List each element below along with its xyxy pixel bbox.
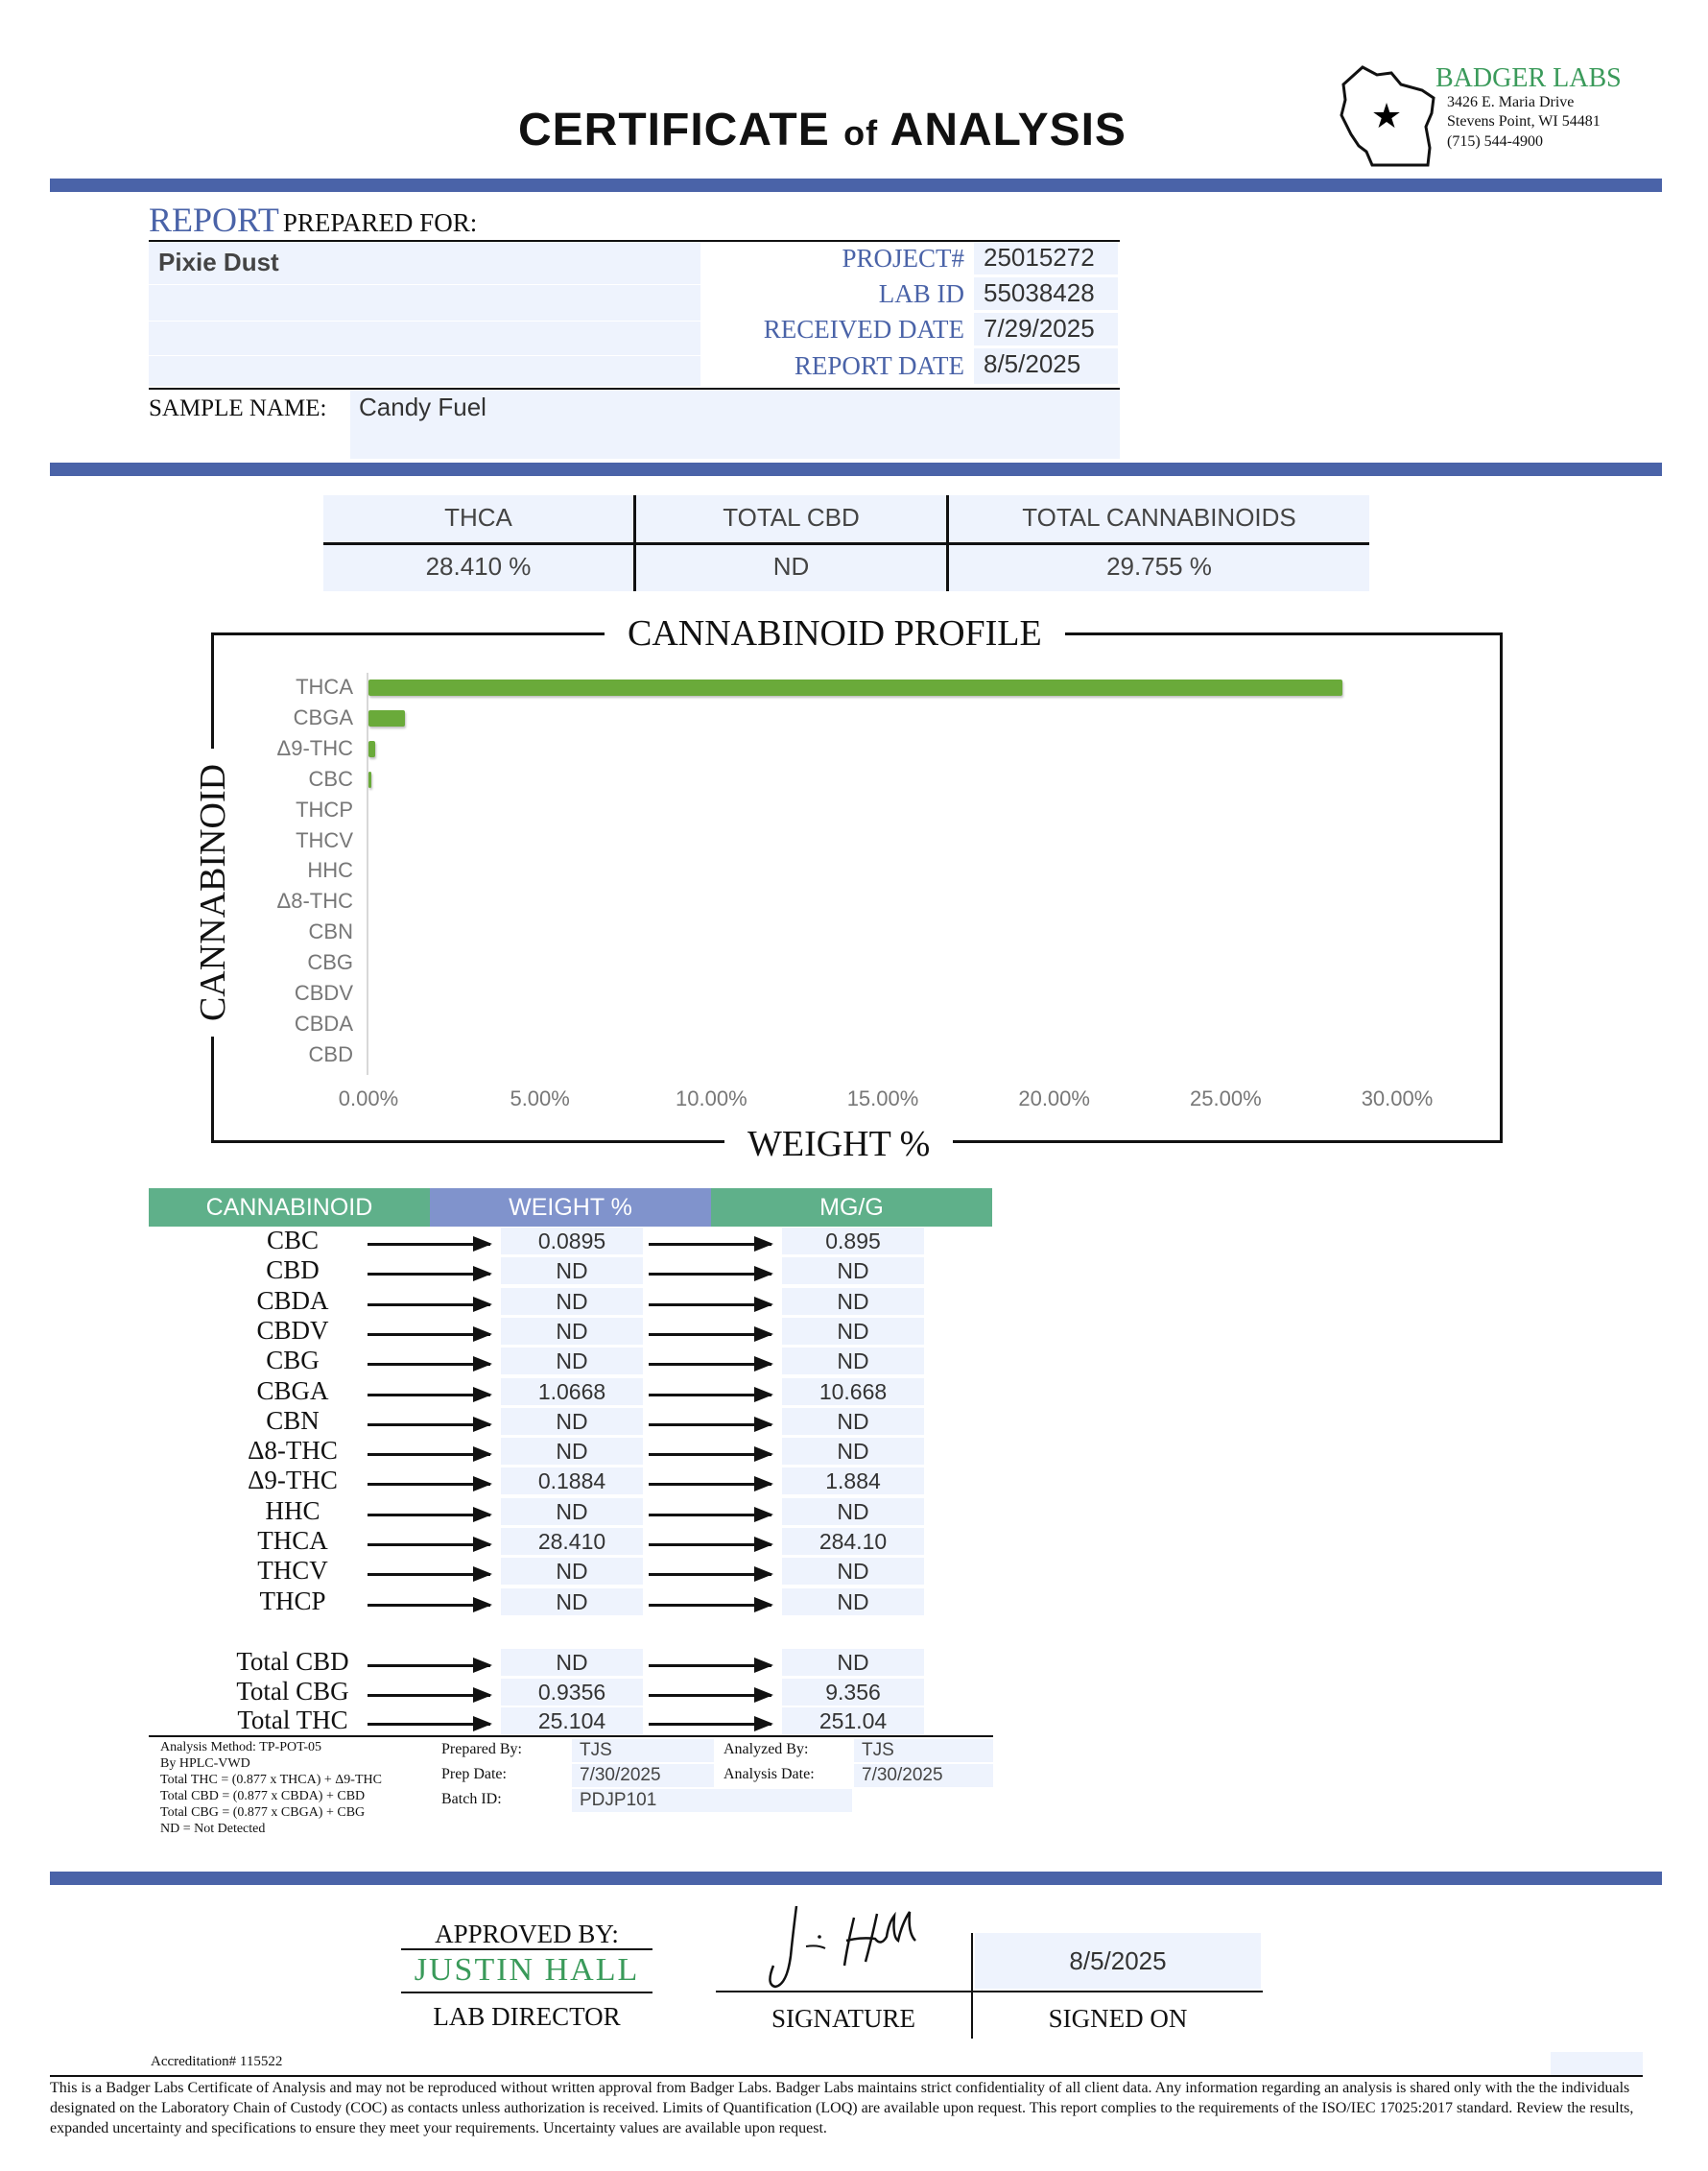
chart-x-tick-label: 0.00% <box>338 1086 399 1110</box>
summary-header-total-cannabinoids: TOTAL CANNABINOIDS <box>1022 503 1296 532</box>
method-notes <box>160 1739 439 1837</box>
row-cannabinoid-name: THCP <box>259 1586 326 1615</box>
row-cannabinoid-name: Δ8-THC <box>248 1436 338 1466</box>
row-weight-value: 1.0668 <box>501 1378 643 1405</box>
summary-value-total-cannabinoids: 29.755 % <box>1106 552 1212 581</box>
received-date-label: RECEIVED DATE <box>763 315 964 344</box>
labid-label: LAB ID <box>878 279 964 308</box>
arrow-icon <box>368 1573 490 1576</box>
arrow-icon <box>649 1243 771 1246</box>
analyzed-by-value: TJS <box>854 1739 993 1762</box>
chart-x-tick-label: 30.00% <box>1361 1086 1434 1110</box>
received-date-value: 7/29/2025 <box>984 314 1095 343</box>
row-weight-value: ND <box>501 1558 643 1585</box>
chart-category-label: CBDV <box>294 981 353 1005</box>
arrow-icon <box>368 1423 490 1426</box>
signature-line <box>716 1991 1263 1992</box>
row-cannabinoid-name: Total CBD <box>236 1647 349 1676</box>
row-cannabinoid-name: Total THC <box>237 1706 348 1734</box>
row-weight-value: 0.0895 <box>501 1228 643 1254</box>
signed-date-value: 8/5/2025 <box>975 1933 1261 1989</box>
row-weight-value: ND <box>501 1498 643 1525</box>
row-cannabinoid-name: CBDA <box>256 1285 329 1315</box>
prep-date-label: Prep Date: <box>441 1766 507 1782</box>
row-cannabinoid-name: CBN <box>266 1405 320 1435</box>
sample-name-value: Candy Fuel <box>359 393 486 421</box>
batch-id-value: PDJP101 <box>572 1789 852 1812</box>
row-mg-value: ND <box>782 1649 924 1676</box>
row-cannabinoid-name: HHC <box>265 1495 320 1525</box>
row-weight-value: ND <box>501 1288 643 1315</box>
row-mg-value: ND <box>782 1498 924 1525</box>
prep-date-value: 7/30/2025 <box>572 1764 714 1787</box>
summary-header-total-cbd: TOTAL CBD <box>723 503 860 532</box>
chart-x-label: WEIGHT % <box>724 1123 953 1165</box>
signature-label: SIGNATURE <box>771 2004 915 2033</box>
row-mg-value: ND <box>782 1348 924 1374</box>
row-cannabinoid-name: Total CBG <box>236 1676 349 1706</box>
row-mg-value: ND <box>782 1257 924 1284</box>
arrow-icon <box>368 1514 490 1516</box>
approval-divider <box>50 1872 1662 1885</box>
page-title <box>518 104 1190 156</box>
arrow-icon <box>649 1394 771 1396</box>
row-cannabinoid-name: Δ9-THC <box>248 1466 338 1495</box>
row-cannabinoid-name: CBD <box>266 1255 320 1285</box>
title-certificate: CERTIFICATE <box>518 105 830 155</box>
row-weight-value: ND <box>501 1318 643 1345</box>
row-cannabinoid-name: CBDV <box>256 1315 329 1345</box>
arrow-icon <box>649 1664 771 1667</box>
row-mg-value: ND <box>782 1588 924 1615</box>
arrow-icon <box>368 1363 490 1366</box>
arrow-icon <box>649 1363 771 1366</box>
project-value: 25015272 <box>984 243 1095 272</box>
table-header-mg: MG/G <box>711 1188 992 1227</box>
signed-on-label: SIGNED ON <box>1048 2004 1188 2033</box>
chart-category-label: CBC <box>308 766 353 791</box>
report-date-label: REPORT DATE <box>794 351 964 380</box>
project-label: PROJECT# <box>842 244 964 273</box>
chart-frame <box>211 632 1503 1143</box>
row-cannabinoid-name: CBC <box>266 1226 320 1254</box>
arrow-icon <box>649 1723 771 1726</box>
arrow-icon <box>368 1453 490 1456</box>
summary-divider <box>323 542 1369 545</box>
approver-name: JUSTIN HALL <box>414 1952 640 1988</box>
footer-disclaimer: This is a Badger Labs Certificate of Analysis and may not be reproduced without written approval from Badger Labs. Badger Labs maintains strict confidentiality of all client data. Any information regarding an analysis is shared only with the the individuals designated on the Laboratory Chain of Custody (COC) as contacts unless authorization is received. Limits of Quantification (LOQ) are available upon request. This report complies to the requirements of the ISO/IEC 17025:2017 standard. Review the results, expanded uncertainty and specifications to ensure they meet your requirements. Uncertainty values are available upon request. <box>50 2080 1634 2136</box>
arrow-icon <box>368 1723 490 1726</box>
row-mg-value: 9.356 <box>782 1679 924 1706</box>
header-divider <box>50 179 1662 192</box>
arrow-icon <box>649 1573 771 1576</box>
row-cannabinoid-name: THCV <box>257 1556 328 1586</box>
arrow-icon <box>368 1664 490 1667</box>
chart-category-label: CBN <box>308 919 353 944</box>
approved-line-bottom <box>401 1992 652 1993</box>
report-date-value: 8/5/2025 <box>984 349 1081 378</box>
arrow-icon <box>649 1453 771 1456</box>
chart-category-label: THCV <box>296 827 353 852</box>
analysis-date-label: Analysis Date: <box>724 1766 815 1782</box>
chart-x-tick-label: 5.00% <box>510 1086 570 1110</box>
company-address-1: 3426 E. Maria Drive <box>1447 94 1575 110</box>
approved-line-top <box>401 1948 652 1950</box>
arrow-icon <box>649 1694 771 1697</box>
row-mg-value: ND <box>782 1288 924 1315</box>
chart-y-label: CANNABINOID <box>192 749 234 1037</box>
svg-text:★: ★ <box>1370 97 1403 136</box>
summary-header-thca: THCA <box>444 503 512 532</box>
title-of: of <box>843 113 879 153</box>
approver-role: LAB DIRECTOR <box>433 2002 621 2031</box>
row-mg-value: 284.10 <box>782 1528 924 1555</box>
client-name: Pixie Dust <box>158 248 279 276</box>
row-weight-value: ND <box>501 1348 643 1374</box>
prepared-by-label: Prepared By: <box>441 1741 522 1757</box>
arrow-icon <box>649 1604 771 1607</box>
client-row-divider <box>149 284 700 285</box>
sample-name-label: SAMPLE NAME: <box>149 395 327 421</box>
chart-category-label: Δ8-THC <box>276 889 353 914</box>
summary-value-total-cbd: ND <box>772 552 810 581</box>
row-mg-value: ND <box>782 1558 924 1585</box>
client-row-divider <box>149 321 700 322</box>
row-weight-value: ND <box>501 1257 643 1284</box>
analysis-date-value: 7/30/2025 <box>854 1764 993 1787</box>
row-weight-value: ND <box>501 1438 643 1465</box>
arrow-icon <box>368 1303 490 1306</box>
approved-by-label: APPROVED BY: <box>435 1920 619 1948</box>
arrow-icon <box>649 1333 771 1336</box>
row-mg-value: ND <box>782 1318 924 1345</box>
footer-line <box>50 2075 1643 2077</box>
arrow-icon <box>649 1273 771 1276</box>
row-weight-value: ND <box>501 1588 643 1615</box>
row-mg-value: 10.668 <box>782 1378 924 1405</box>
table-bottom-line <box>149 1735 993 1737</box>
chart-category-label: CBDA <box>294 1011 353 1036</box>
footer-accent-cell <box>1551 2052 1643 2075</box>
chart-x-tick-label: 25.00% <box>1190 1086 1262 1110</box>
method-line: Analysis Method: TP-POT-05 <box>160 1740 322 1754</box>
analyzed-by-label: Analyzed By: <box>724 1741 809 1757</box>
report-word: REPORT <box>149 201 279 239</box>
row-weight-value: 25.104 <box>501 1707 643 1734</box>
row-cannabinoid-name: CBG <box>266 1346 320 1375</box>
arrow-icon <box>649 1423 771 1426</box>
company-address-2: Stevens Point, WI 54481 <box>1447 113 1601 130</box>
prepared-by-value: TJS <box>572 1739 714 1762</box>
arrow-icon <box>368 1273 490 1276</box>
row-mg-value: 0.895 <box>782 1228 924 1254</box>
batch-id-label: Batch ID: <box>441 1791 502 1807</box>
table-header-cannabinoid: CANNABINOID <box>149 1188 430 1227</box>
row-weight-value: 0.9356 <box>501 1679 643 1706</box>
arrow-icon <box>368 1694 490 1697</box>
chart-category-label: Δ9-THC <box>276 735 353 760</box>
prepared-for-label: PREPARED FOR: <box>282 208 478 237</box>
row-weight-value: ND <box>501 1408 643 1435</box>
arrow-icon <box>368 1333 490 1336</box>
row-weight-value: ND <box>501 1649 643 1676</box>
row-mg-value: ND <box>782 1438 924 1465</box>
method-line: Total THC = (0.877 x THCA) + Δ9-THC <box>160 1773 382 1787</box>
row-mg-value: ND <box>782 1408 924 1435</box>
row-cannabinoid-name: THCA <box>257 1526 328 1555</box>
row-mg-value: 251.04 <box>782 1707 924 1734</box>
chart-x-tick-label: 10.00% <box>676 1086 747 1110</box>
method-line: ND = Not Detected <box>160 1822 266 1836</box>
chart-category-label: HHC <box>307 858 353 883</box>
report-divider <box>50 463 1662 476</box>
arrow-icon <box>649 1543 771 1546</box>
labid-value: 55038428 <box>984 278 1095 307</box>
chart-category-label: THCP <box>296 797 353 822</box>
chart-category-label: CBD <box>308 1041 353 1066</box>
arrow-icon <box>368 1483 490 1486</box>
chart-category-label: THCA <box>296 675 353 699</box>
company-phone: (715) 544-4900 <box>1447 133 1543 150</box>
arrow-icon <box>649 1303 771 1306</box>
report-heading <box>149 200 477 240</box>
row-weight-value: 0.1884 <box>501 1467 643 1494</box>
summary-value-thca: 28.410 % <box>425 552 532 581</box>
arrow-icon <box>368 1543 490 1546</box>
arrow-icon <box>649 1514 771 1516</box>
chart-category-label: CBGA <box>293 704 353 729</box>
signature-image <box>758 1898 950 1994</box>
client-row-divider <box>149 355 700 356</box>
method-line: Total CBD = (0.877 x CBDA) + CBD <box>160 1789 366 1803</box>
method-line: Total CBG = (0.877 x CBGA) + CBG <box>160 1805 366 1820</box>
chart-title: CANNABINOID PROFILE <box>605 612 1065 655</box>
chart-category-label: CBG <box>307 950 353 975</box>
arrow-icon <box>368 1394 490 1396</box>
arrow-icon <box>368 1243 490 1246</box>
title-analysis: ANALYSIS <box>890 105 1127 155</box>
row-mg-value: 1.884 <box>782 1467 924 1494</box>
chart-x-tick-label: 20.00% <box>1018 1086 1090 1110</box>
arrow-icon <box>368 1604 490 1607</box>
table-header-weight: WEIGHT % <box>430 1188 711 1227</box>
method-line: By HPLC-VWD <box>160 1756 250 1771</box>
row-weight-value: 28.410 <box>501 1528 643 1555</box>
company-name: BADGER LABS <box>1435 63 1622 93</box>
arrow-icon <box>649 1483 771 1486</box>
accreditation-number: Accreditation# 115522 <box>151 2054 283 2069</box>
chart-x-tick-label: 15.00% <box>846 1086 919 1110</box>
row-cannabinoid-name: CBGA <box>256 1375 329 1405</box>
